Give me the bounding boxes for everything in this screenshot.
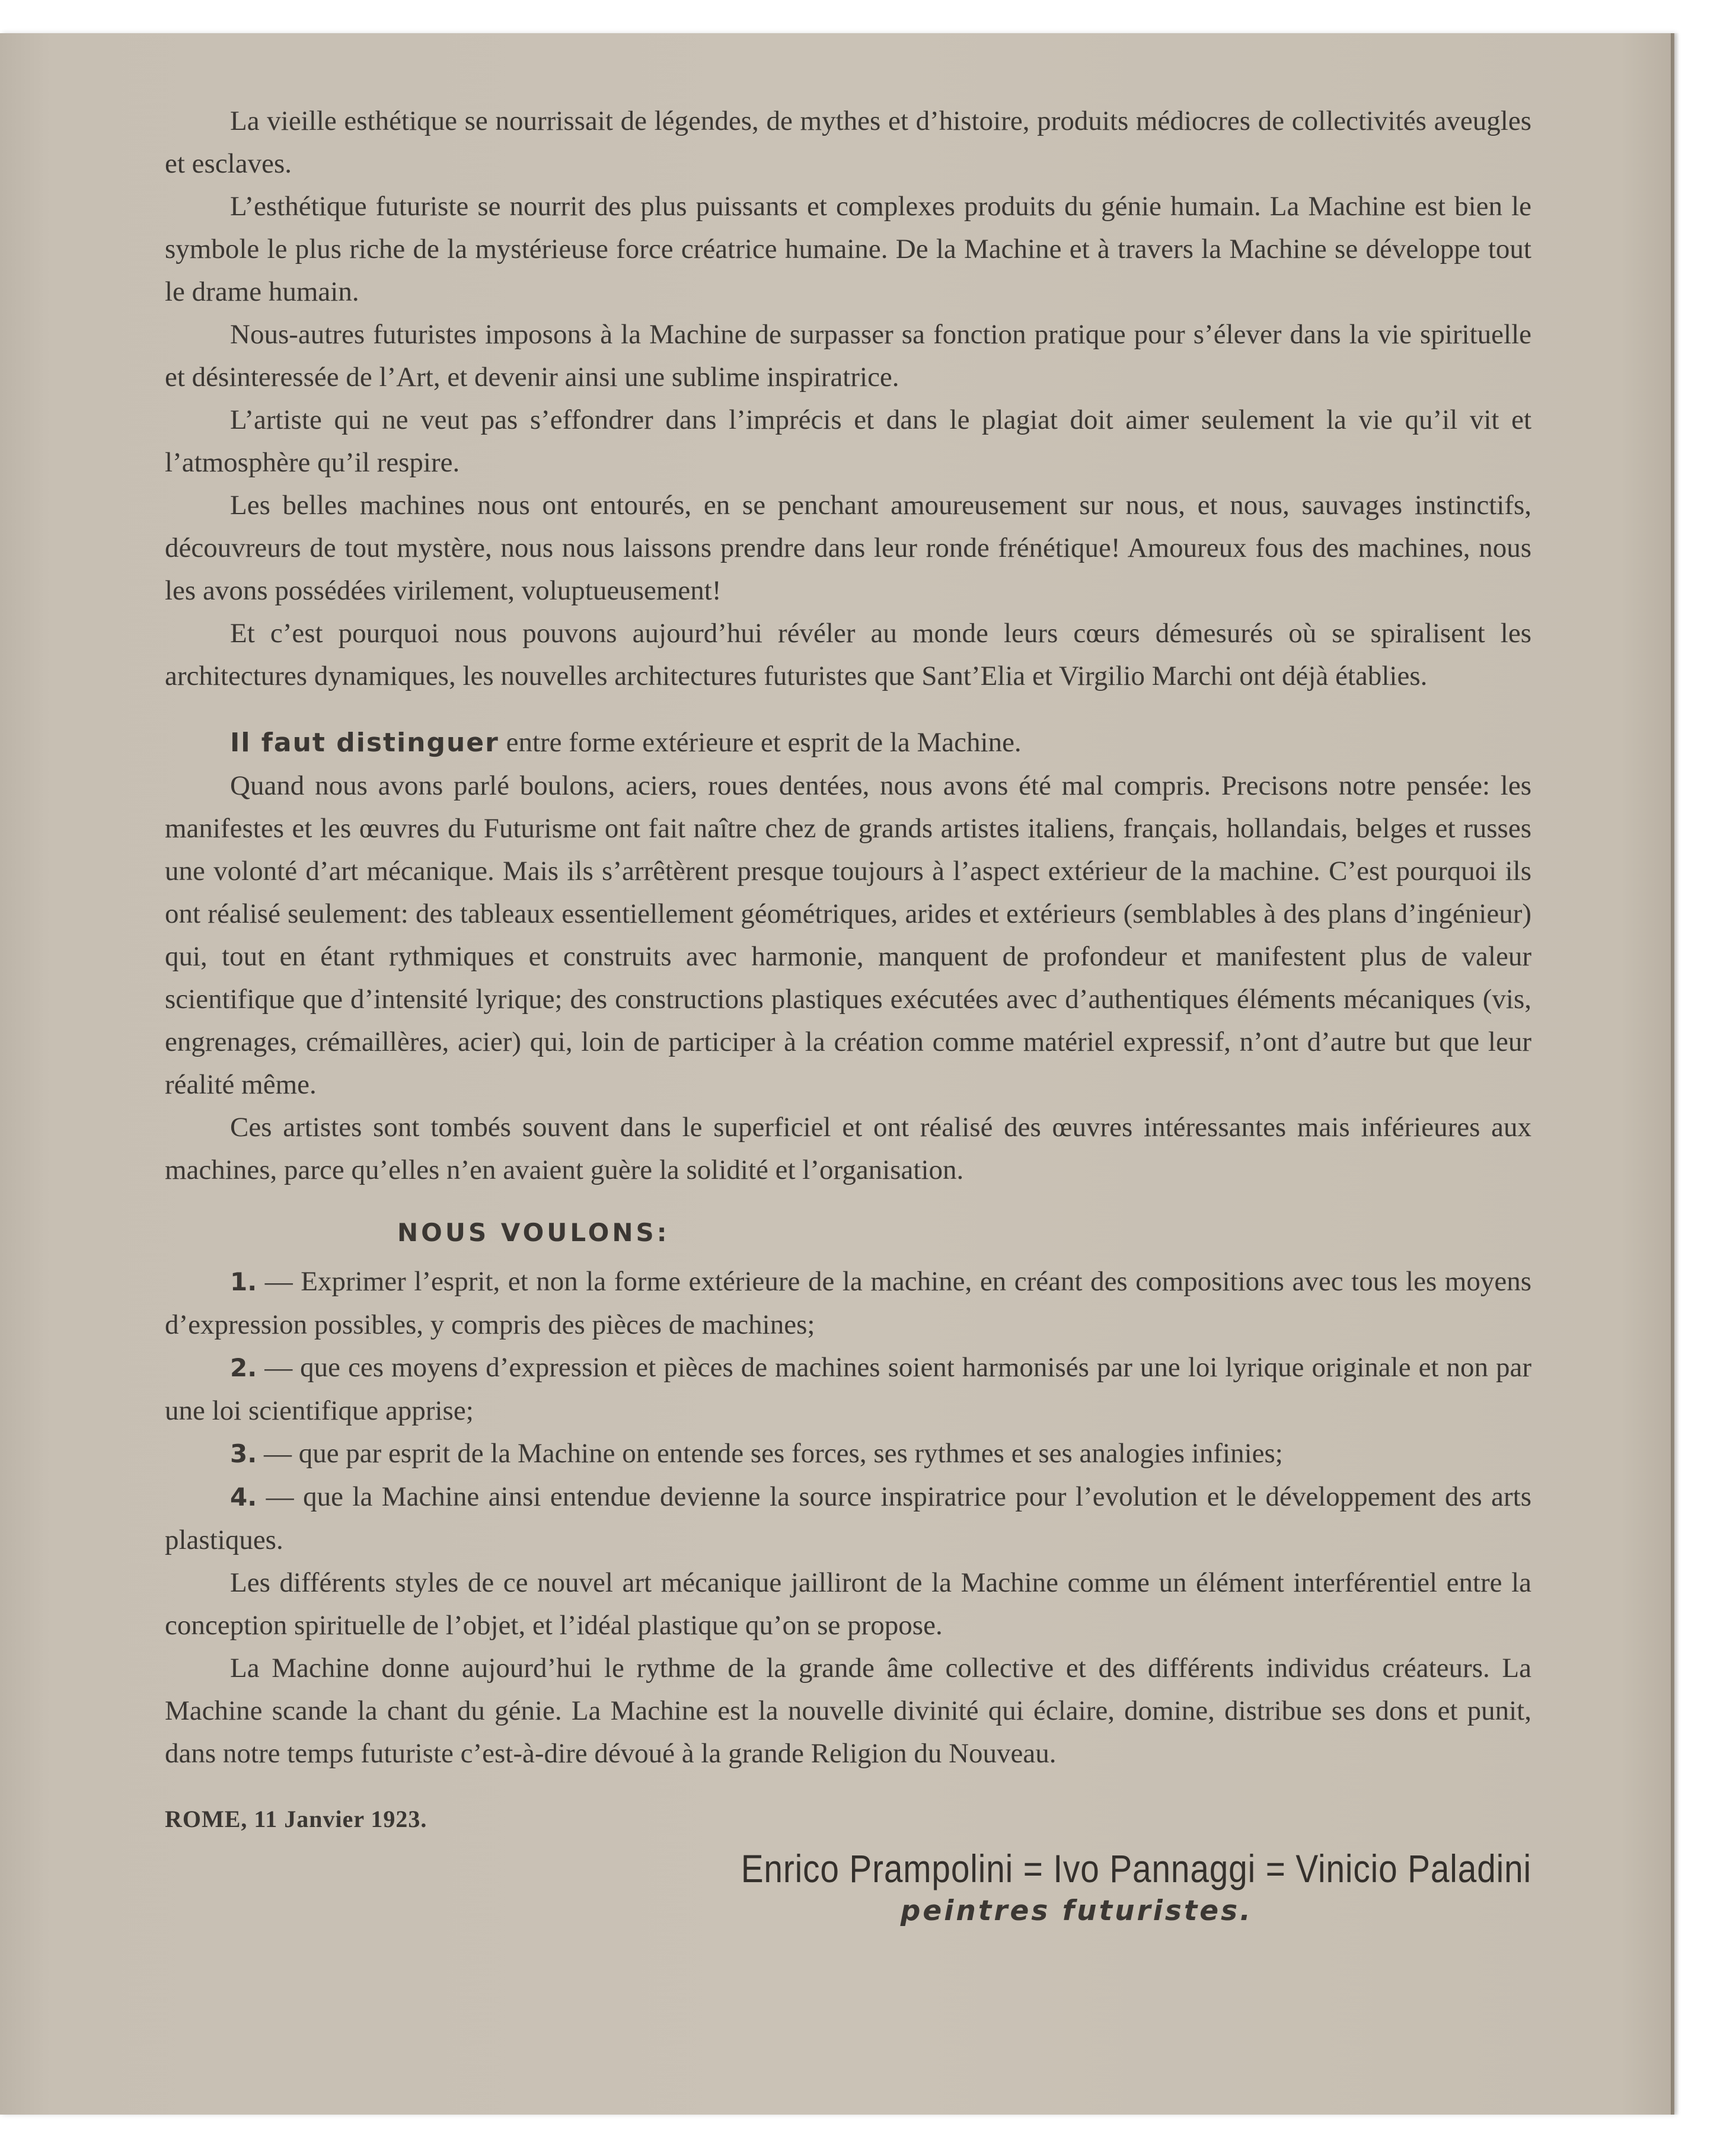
paragraph-artiste: L’artiste qui ne veut pas s’effondrer dans l’imprécis et dans le plagiat doit aimer seulement la vie qu’il vit et l’atmosphère qu’il respire. (165, 404, 1531, 478)
point-number: 4. (230, 1482, 257, 1512)
distinguer-lead: Il faut distinguer (230, 728, 499, 758)
manifesto-body (165, 100, 1531, 1929)
point-text: — que par esprit de la Machine on entende ses forces, ses rythmes et ses analogies infinies; (263, 1438, 1283, 1469)
paragraph-ces-artistes: Ces artistes sont tombés souvent dans le superficiel et ont réalisé des œuvres intéressantes mais inférieures aux machines, parce qu’elles n’en avaient guère la solidité et l’organisation. (165, 1112, 1531, 1185)
point-number: 2. (230, 1353, 257, 1382)
section-gap (165, 697, 1531, 721)
paragraph-pourquoi: Et c’est pourquoi nous pouvons aujourd’hui révéler au monde leurs cœurs démesurés où se spiralisent les architectures dynamiques, les nouvelles architectures futuristes que Sant’Elia et Virgilio Marchi ont déjà établies. (165, 618, 1531, 691)
nous-voulons-heading: NOUS VOULONS: (397, 1218, 670, 1247)
point-item (165, 1475, 1531, 1561)
signatories: Enrico Prampolini = Ivo Pannaggi = Vinicio Paladini (741, 1847, 1531, 1890)
point-text: — que la Machine ainsi entendue devienne la source inspiratrice pour l’evolution et le développement des arts plastiques. (165, 1481, 1531, 1555)
point-text: — Exprimer l’esprit, et non la forme extérieure de la machine, en créant des compositions avec tous les moyens d’expression possibles, y compris des pièces de machines; (165, 1266, 1531, 1340)
paper-edge (1671, 33, 1679, 2115)
paragraph-boulons: Quand nous avons parlé boulons, aciers, roues dentées, nous avons été mal compris. Precisons notre pensée: les manifestes et les œuvres du Futurisme ont fait naître chez de grands artistes italiens, français, hollandais, belges et russes une volonté d’art mécanique. Mais ils s’arrêtèrent presque toujours à l’aspect extérieur de la machine. C’est pourquoi ils ont réalisé seulement: des tableaux essentiellement géométriques, arides et extérieurs (semblables à des plans d’ingénieur) qui, tout en étant rythmiques et construits avec harmonie, manquent de profondeur et manifestent plus de valeur scientifique que d’intensité lyrique; des constructions plastiques exécutées avec d’authentiques éléments mécaniques (vis, engrenages, crémaillères, acier) qui, loin de participer à la création comme matériel expressif, n’ont d’autre but que leur réalité même. (165, 770, 1531, 1100)
signatories-role: peintres futuristes. (900, 1895, 1253, 1927)
point-item (165, 1432, 1531, 1475)
point-item (165, 1260, 1531, 1346)
paragraph-nous-autres: Nous-autres futuristes imposons à la Machine de surpasser sa fonction pratique pour s’élever dans la vie spirituelle et désinteressée de l’Art, et devenir ainsi une sublime inspiratrice. (165, 319, 1531, 393)
paragraph-vieille-esthetique: La vieille esthétique se nourrissait de légendes, de mythes et d’histoire, produits médiocres de collectivités aveugles et esclaves. (165, 106, 1531, 179)
paragraph-belles-machines: Les belles machines nous ont entourés, en se penchant amoureusement sur nous, et nous, sauvages instinctifs, découvreurs de tout mystère, nous nous laissons prendre dans leur ronde frénétique! Amoureux fous des machines, nous les avons possédées virilement, voluptueusement! (165, 490, 1531, 606)
paragraph-styles: Les différents styles de ce nouvel art mécanique jailliront de la Machine comme un élément interférentiel entre la conception spirituelle de l’objet, et l’idéal plastique qu’on se propose. (165, 1567, 1531, 1641)
paragraph-esthetique-futuriste: L’esthétique futuriste se nourrit des plus puissants et complexes produits du génie humain. La Machine est bien le symbole le plus riche de la mystérieuse force créatrice humaine. De la Machine et à travers la Machine se développe tout le drame humain. (165, 191, 1531, 307)
point-number: 1. (230, 1267, 257, 1296)
point-number: 3. (230, 1439, 257, 1468)
paragraph-machine-rythme: La Machine donne aujourd’hui le rythme de la grande âme collective et des différents individus créateurs. La Machine scande la chant du génie. La Machine est la nouvelle divinité qui éclaire, domine, distribue ses dons et punit, dans notre temps futuriste c’est-à-dire dévoué à la grande Religion du Nouveau. (165, 1653, 1531, 1769)
paragraph-distinguer (165, 721, 1531, 764)
point-text: — que ces moyens d’expression et pièces de machines soient harmonisés par une loi lyrique originale et non par une loi scientifique apprise; (165, 1352, 1531, 1426)
date-line: ROME, 11 Janvier 1923. (165, 1806, 427, 1832)
point-item (165, 1346, 1531, 1432)
distinguer-rest: entre forme extérieure et esprit de la Machine. (506, 727, 1022, 758)
